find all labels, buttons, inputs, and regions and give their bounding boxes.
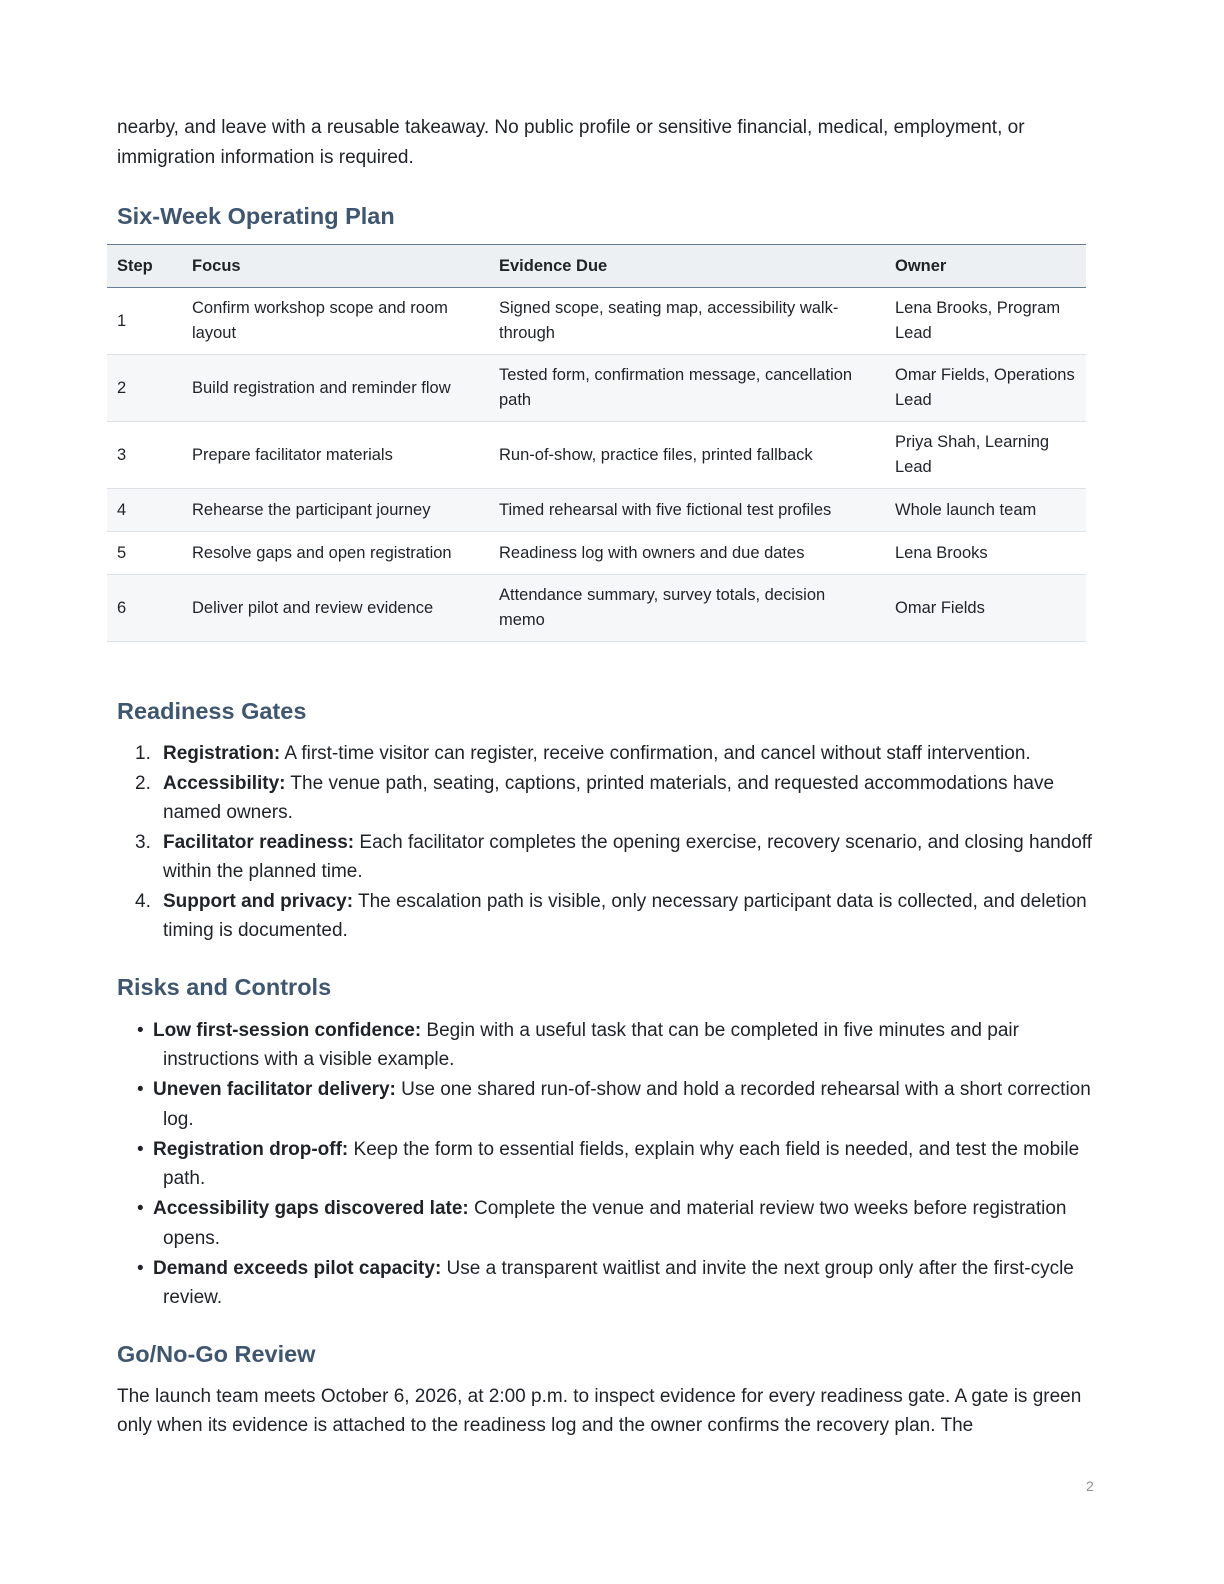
cell-evidence: Timed rehearsal with five fictional test profiles	[489, 489, 885, 532]
cell-step: 3	[107, 422, 182, 489]
risks-heading: Risks and Controls	[117, 973, 332, 1000]
list-item	[117, 1075, 1102, 1134]
list-item	[117, 1135, 1102, 1194]
cell-focus: Build registration and reminder flow	[182, 355, 489, 422]
list-item	[117, 1194, 1102, 1253]
risk-text: Complete the venue and material review two weeks before registration opens.	[163, 1198, 1067, 1249]
gate-label: Support and privacy:	[163, 890, 354, 912]
risk-label: Registration drop-off:	[153, 1138, 349, 1160]
column-header-owner: Owner	[895, 256, 947, 275]
risk-text: Begin with a useful task that can be completed in five minutes and pair instructions with a visible example.	[163, 1019, 1019, 1070]
cell-evidence: Attendance summary, survey totals, decision memo	[489, 575, 885, 642]
cell-evidence: Run-of-show, practice files, printed fallback	[489, 422, 885, 489]
table-row	[107, 422, 1086, 489]
cell-focus: Confirm workshop scope and room layout	[182, 288, 489, 355]
risk-label: Demand exceeds pilot capacity:	[153, 1257, 442, 1279]
list-item	[117, 1016, 1102, 1075]
risks-list	[117, 1016, 1102, 1313]
cell-step: 2	[107, 355, 182, 422]
readiness-gates-heading: Readiness Gates	[117, 698, 307, 724]
table-row	[107, 532, 1086, 575]
bullet-icon: •	[137, 1079, 144, 1100]
cell-owner: Lena Brooks, Program Lead	[885, 288, 1086, 355]
cell-evidence: Tested form, confirmation message, cancellation path	[489, 355, 885, 422]
gate-label: Accessibility:	[163, 772, 286, 794]
cell-step: 1	[107, 288, 182, 355]
cell-owner: Lena Brooks	[885, 532, 1086, 575]
list-item	[117, 769, 1102, 828]
bullet-icon: •	[137, 1019, 144, 1041]
column-header-focus: Focus	[192, 256, 241, 275]
risk-label: Accessibility gaps discovered late:	[153, 1198, 469, 1219]
risk-label: Low first-session confidence:	[153, 1019, 422, 1041]
cell-focus: Resolve gaps and open registration	[182, 532, 489, 575]
list-number: 4.	[135, 890, 151, 912]
list-item	[117, 1254, 1102, 1313]
operating-plan-table	[107, 244, 1086, 642]
gate-label: Registration:	[163, 743, 281, 764]
cell-owner: Omar Fields	[885, 575, 1086, 642]
plan-heading: Six-Week Operating Plan	[117, 203, 395, 229]
cell-owner: Omar Fields, Operations Lead	[885, 355, 1086, 422]
readiness-gates-list	[117, 739, 1102, 946]
list-number: 2.	[135, 772, 151, 794]
list-item	[117, 739, 1102, 769]
gate-text: A first-time visitor can register, receive confirmation, and cancel without staff intervention.	[280, 743, 1031, 764]
table-row	[107, 355, 1086, 422]
cell-step: 6	[107, 575, 182, 642]
table-row	[107, 575, 1086, 642]
cell-owner: Whole launch team	[885, 489, 1086, 532]
review-paragraph: The launch team meets October 6, 2026, at 2:00 p.m. to inspect evidence for every readiness gate. A gate is green only when its evidence is attached to the readiness log and the owner confirms the recovery plan. The	[117, 1385, 1082, 1436]
list-number: 1.	[135, 743, 151, 764]
cell-evidence: Signed scope, seating map, accessibility walk-through	[489, 288, 885, 355]
cell-focus: Rehearse the participant journey	[182, 489, 489, 532]
list-item	[117, 828, 1102, 887]
intro-paragraph: nearby, and leave with a reusable takeaway. No public profile or sensitive financial, medical, employment, or immigration information is required.	[117, 117, 1025, 168]
risk-label: Uneven facilitator delivery:	[153, 1079, 396, 1100]
review-heading: Go/No-Go Review	[117, 1340, 316, 1367]
gate-text: Each facilitator completes the opening exercise, recovery scenario, and closing handoff within the planned time.	[163, 831, 1093, 882]
table-row	[107, 288, 1086, 355]
column-header-step: Step	[117, 256, 153, 275]
bullet-icon: •	[137, 1138, 144, 1160]
risk-text: Use one shared run-of-show and hold a recorded rehearsal with a short correction log.	[163, 1079, 1091, 1130]
bullet-icon: •	[137, 1198, 144, 1219]
bullet-icon: •	[137, 1257, 144, 1279]
document-page	[117, 113, 1102, 1441]
list-number: 3.	[135, 831, 151, 853]
cell-focus: Deliver pilot and review evidence	[182, 575, 489, 642]
cell-step: 5	[107, 532, 182, 575]
table-header-row	[107, 245, 1086, 288]
risk-text: Use a transparent waitlist and invite the next group only after the first-cycle review.	[163, 1257, 1074, 1308]
cell-owner: Priya Shah, Learning Lead	[885, 422, 1086, 489]
cell-focus: Prepare facilitator materials	[182, 422, 489, 489]
gate-text: The venue path, seating, captions, printed materials, and requested accommodations have named owners.	[163, 772, 1055, 823]
column-header-evidence: Evidence Due	[499, 256, 608, 275]
gate-label: Facilitator readiness:	[163, 831, 355, 853]
table-row	[107, 489, 1086, 532]
gate-text: The escalation path is visible, only necessary participant data is collected, and deletion timing is documented.	[163, 890, 1087, 941]
risk-text: Keep the form to essential fields, explain why each field is needed, and test the mobile path.	[163, 1138, 1080, 1189]
page-number: 2	[1086, 1478, 1094, 1494]
cell-evidence: Readiness log with owners and due dates	[489, 532, 885, 575]
cell-step: 4	[107, 489, 182, 532]
list-item	[117, 887, 1102, 946]
